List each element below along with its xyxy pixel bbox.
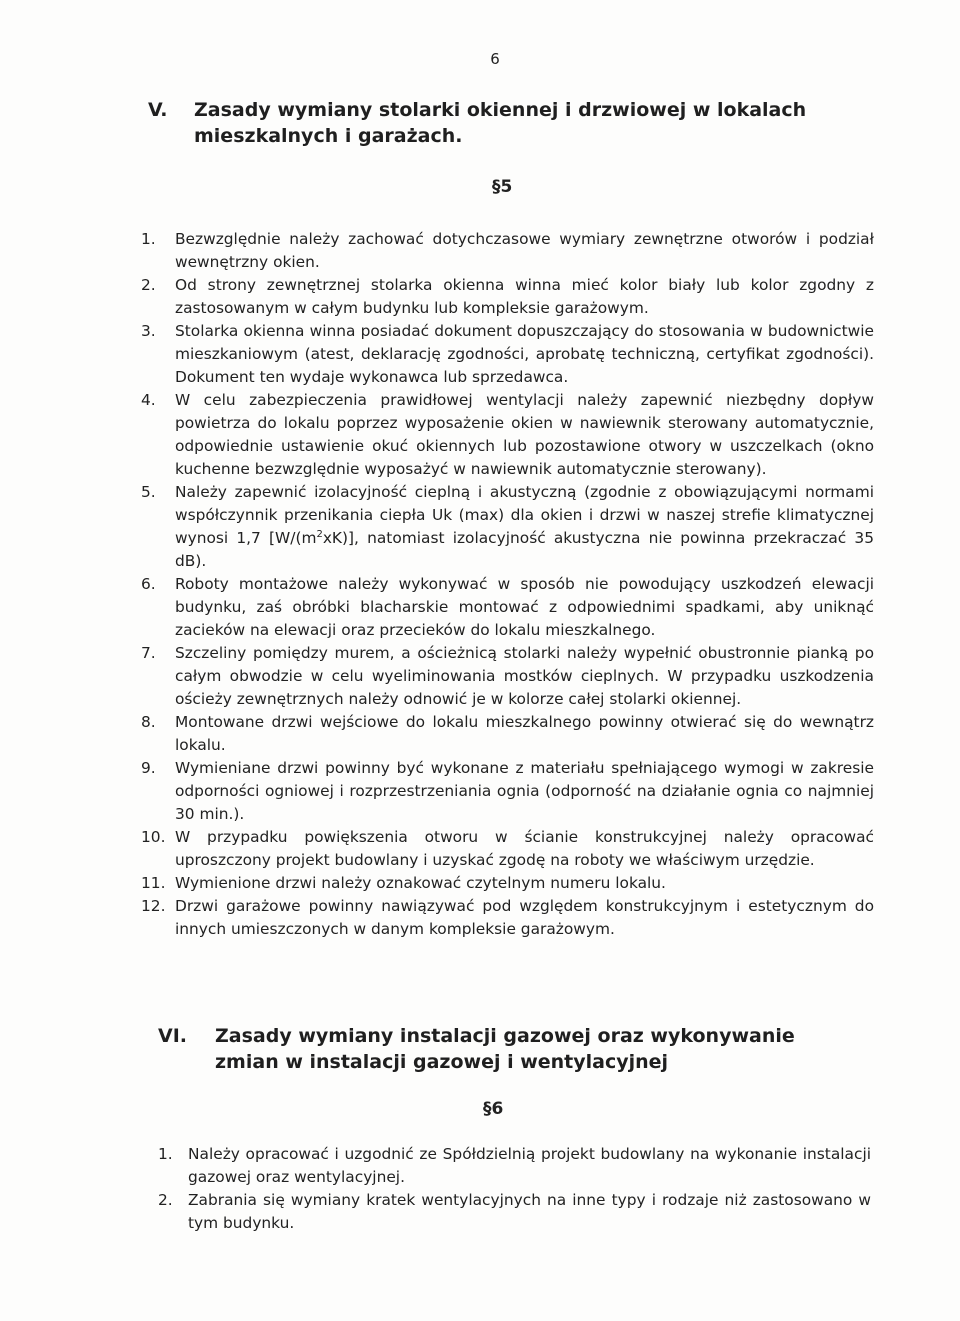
list-item: 1. Bezwzględnie należy zachować dotychczasowe wymiary zewnętrzne otworów i podział wewnętrzny okien. (141, 230, 874, 271)
list-item: 6. Roboty montażowe należy wykonywać w sposób nie powodujący uszkodzeń elewacji budynku, zaś obróbki blacharskie montować z odpowiednimi spadkami, aby uniknąć zacieków na elewacji oraz przecieków do lokalu mieszkalnego. (141, 575, 874, 639)
list-item: 2. Zabrania się wymiany kratek wentylacyjnych na inne typy i rodzaje niż zastosowano w tym budynku. (158, 1191, 871, 1232)
list-item: 8. Montowane drzwi wejściowe do lokalu mieszkalnego powinny otwierać się do wewnątrz lokalu. (141, 713, 874, 754)
paragraph-6-sign: §6 (483, 1099, 504, 1119)
section-vi-list (158, 1143, 871, 1235)
paragraph-5-sign: §5 (492, 177, 513, 197)
section-vi-number: VI. (158, 1025, 187, 1047)
page-number: 6 (490, 50, 500, 68)
list-item: 12. Drzwi garażowe powinny nawiązywać pod względem konstrukcyjnym i estetycznym do innych umieszczonych w danym kompleksie garażowym. (141, 897, 874, 938)
list-item: 11. Wymienione drzwi należy oznakować czytelnym numeru lokalu. (141, 874, 666, 892)
list-item: 9. Wymieniane drzwi powinny być wykonane z materiału spełniającego wymogi w zakresie odporności ogniowej i rozprzestrzeniania ognia (odporność na działanie ognia co najmniej 30 min.). (141, 759, 874, 823)
list-item: 4. W celu zabezpieczenia prawidłowej wentylacji należy zapewnić niezbędny dopływ powietrza do lokalu poprzez wyposażenie okien w nawiewnik sterowany automatycznie, odpowiednie ustawienie okuć okiennych lub pozostawione otwory w uszczelkach (okno kuchenne bezwzględnie wyposażyć w nawiewnik automatycznie sterowany). (141, 391, 874, 478)
section-v-list (141, 228, 874, 941)
section-v-title: Zasady wymiany stolarki okiennej i drzwiowej w lokalach mieszkalnych i garażach. (194, 99, 807, 147)
list-item: 5. Należy zapewnić izolacyjność cieplną i akustyczną (zgodnie z obowiązującymi normami współczynnik przenikania ciepła Uk (max) dla okien i drzwi w naszej strefie klimatycznej wynosi 1,7 $[W/(m^2xK)]$, natomiast izolacyjność akustyczna nie powinna przekraczać 35 dB). (141, 483, 874, 570)
list-item: 3. Stolarka okienna winna posiadać dokument dopuszczający do stosowania w budownictwie mieszkaniowym (atest, deklarację zgodności, aprobatę techniczną, certyfikat zgodności). Dokument ten wydaje wykonawca lub sprzedawca. (141, 322, 874, 386)
list-item: 1. Należy opracować i uzgodnić ze Spółdzielnią projekt budowlany na wykonanie instalacji gazowej oraz wentylacyjnej. (158, 1145, 871, 1186)
section-vi-heading (158, 1023, 858, 1075)
list-item: 10. W przypadku powiększenia otworu w ścianie konstrukcyjnej należy opracować uproszczony projekt budowlany i uzyskać zgodę na roboty we właściwym urzędzie. (141, 828, 874, 869)
list-item: 7. Szczeliny pomiędzy murem, a ościeżnicą stolarki należy wypełnić obustronnie pianką po całym obwodzie w celu wyeliminowania mostków cieplnych. W przypadku uszkodzenia ościeży zewnętrznych należy odnowić je w kolorze całej stolarki okiennej. (141, 644, 874, 708)
section-v-number: V. (148, 99, 168, 121)
list-item: 2. Od strony zewnętrznej stolarka okienna winna mieć kolor biały lub kolor zgodny z zastosowanym w całym budynku lub kompleksie garażowym. (141, 276, 874, 317)
section-vi-title: Zasady wymiany instalacji gazowej oraz wykonywanie zmian w instalacji gazowej i wentylacyjnej (215, 1025, 795, 1073)
section-v-heading (148, 97, 848, 149)
